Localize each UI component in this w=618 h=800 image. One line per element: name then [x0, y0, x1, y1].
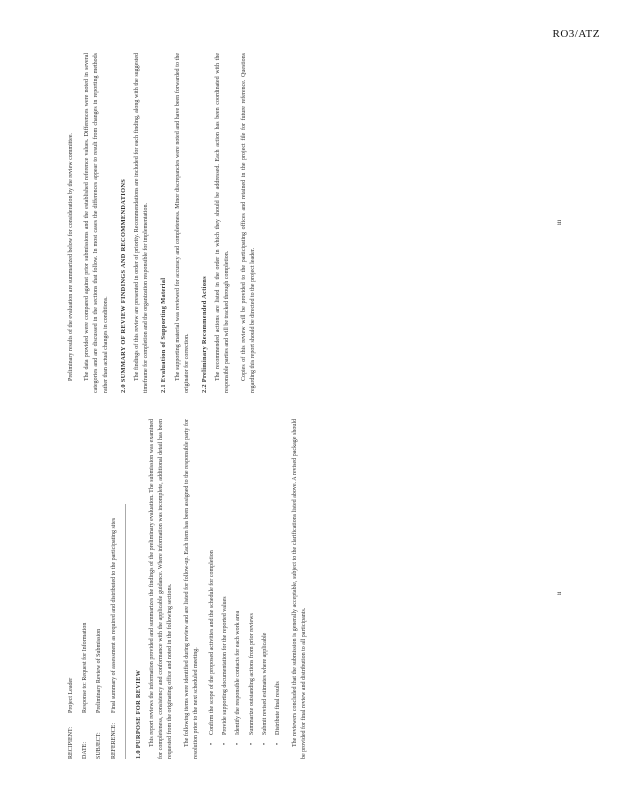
bullet-list: [208, 419, 283, 745]
section-heading: 2.0 SUMMARY OF REVIEW FINDINGS AND RECOMMENDATIONS: [119, 178, 127, 393]
meta-value: Project Leader: [68, 677, 74, 713]
meta-row: [110, 419, 119, 759]
paragraph: The following items were identified during review and are listed for follow-up. Each item has been assigned to the responsible party for resolution prior to the next scheduled meeting.: [183, 419, 199, 759]
page-number-right: iii: [557, 219, 563, 225]
list-item: • Identify the responsible contacts for each work area: [234, 419, 243, 745]
meta-key: REFERENCE:: [110, 722, 117, 759]
page-number-left: ii: [557, 591, 563, 595]
subsection-heading: 2.1 Evaluation of Supporting Material: [160, 277, 168, 393]
meta-value: Response to: Request for Information: [82, 622, 89, 713]
paragraph: The recommended actions are listed in the order in which they should be addressed. Each action has been coordinated with the responsible parties and will be tracked through completion.: [215, 53, 231, 393]
meta-value: Preliminary Review of Submission: [96, 628, 103, 713]
right-column: [67, 53, 265, 393]
meta-key: RECIPIENT:: [68, 726, 74, 759]
list-item: • Confirm the scope of the proposed activities and the schedule for completion: [208, 419, 217, 745]
closing-paragraph: The reviewers concluded that the submission is generally acceptable, subject to the clarifications listed above. A revised package should be provided for final review and distribution to all participants.: [292, 419, 308, 759]
paragraph: The findings of this review are presented in order of priority. Recommendations are included for each finding, along with the suggested timeframe for completion and the organization responsible for implementation.: [134, 53, 150, 393]
list-item: • Summarize outstanding actions from prior reviews: [248, 419, 257, 745]
paragraph: This report reviews the information provided and summarizes the findings of the preliminary evaluation. The submission was examined for completeness, consistency and conformance with the applicable guidance. Where information was incomplete, additional detail has been requested from the originating office and noted in the following sections.: [149, 419, 174, 759]
list-item: • Distribute final results: [274, 419, 283, 745]
paragraph: Copies of this review will be provided to the participating offices and retained in the project file for future reference. Questions regarding this report should be directed to the project leader.: [240, 53, 256, 393]
list-item: • Submit revised estimates where applicable: [261, 419, 270, 745]
divider: [125, 504, 126, 759]
subsection-heading: 2.2 Preliminary Recommended Actions: [201, 276, 209, 393]
meta-row: [67, 419, 76, 759]
paragraph: The supporting material was reviewed for accuracy and completeness. Minor discrepancies were noted and have been forwarded to the originator for correction.: [174, 53, 190, 393]
left-column: [67, 419, 317, 759]
meta-row: [95, 419, 104, 759]
meta-row: [81, 419, 90, 759]
meta-key: SUBJECT:: [96, 732, 103, 759]
paragraph: The data provided were compared against prior submissions and the established reference values. Differences were noted in several categories and are discussed in the sections that follow. In most cases the differences appear to result from changes in reporting methods rather than actual changes in conditions.: [84, 53, 109, 393]
intro-paragraph: Preliminary results of the evaluation are summarized below for consideration by the review committee.: [68, 133, 74, 381]
list-item: • Provide supporting documentation for the reported values: [221, 419, 230, 745]
document-identifier: RO3/ATZ: [552, 28, 600, 40]
meta-value: Final summary of assessment as required and distributed to the participating sites: [110, 517, 117, 713]
meta-key: DATE:: [82, 742, 89, 759]
rotated-content: [49, 45, 569, 765]
section-heading: 1.0 PURPOSE FOR REVIEW: [134, 669, 142, 759]
